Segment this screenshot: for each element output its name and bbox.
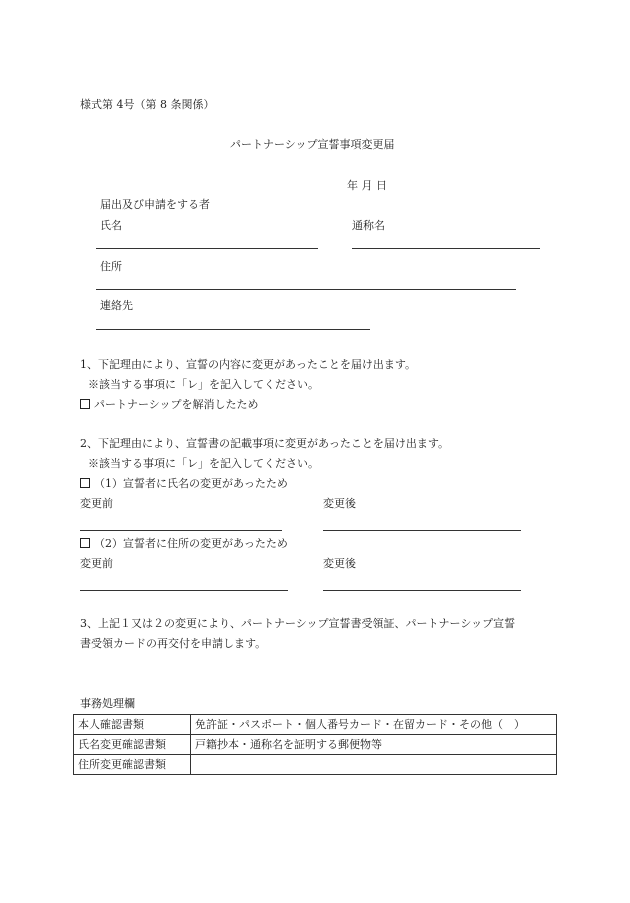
after-label: 変更後 — [323, 557, 356, 570]
form-number: 様式第 4号（第 8 条関係） — [80, 98, 215, 111]
address-after-field[interactable] — [323, 590, 521, 591]
section2-option2[interactable] — [80, 538, 288, 549]
alias-field[interactable] — [352, 248, 540, 249]
option-label: （2）宣誓者に住所の変更があったため — [94, 537, 288, 550]
alias-label: 通称名 — [352, 219, 385, 232]
section1-note: ※該当する事項に「レ」を記入してください。 — [88, 378, 319, 391]
office-table — [73, 714, 557, 775]
applicant-heading: 届出及び申請をする者 — [100, 198, 210, 211]
section2-note: ※該当する事項に「レ」を記入してください。 — [88, 457, 319, 470]
table-row — [74, 755, 557, 775]
table-cell-value: 免許証・パスポート・個人番号カード・在留カード・その他（ ） — [191, 715, 557, 735]
table-row — [74, 735, 557, 755]
checkbox[interactable] — [80, 538, 90, 548]
contact-label: 連絡先 — [100, 299, 133, 312]
date-line: 年 月 日 — [347, 179, 387, 192]
address-before-field[interactable] — [80, 590, 288, 591]
before-label: 変更前 — [80, 497, 113, 510]
contact-field[interactable] — [96, 329, 370, 330]
section2-text: 2、下記理由により、宣誓書の記載事項に変更があったことを届け出ます。 — [80, 437, 450, 450]
checkbox[interactable] — [80, 399, 90, 409]
address-label: 住所 — [100, 260, 122, 273]
table-cell-label: 本人確認書類 — [74, 715, 191, 735]
address-field[interactable] — [96, 289, 516, 290]
name-after-field[interactable] — [323, 530, 521, 531]
option-label: パートナーシップを解消したため — [94, 398, 259, 411]
table-cell-value[interactable] — [191, 755, 557, 775]
option-label: （1）宣誓者に氏名の変更があったため — [94, 477, 288, 490]
section1-text: 1、下記理由により、宣誓の内容に変更があったことを届け出ます。 — [80, 358, 417, 371]
table-row — [74, 715, 557, 735]
table-cell-value: 戸籍抄本・通称名を証明する郵便物等 — [191, 735, 557, 755]
table-cell-label: 住所変更確認書類 — [74, 755, 191, 775]
before-label: 変更前 — [80, 557, 113, 570]
checkbox[interactable] — [80, 478, 90, 488]
name-before-field[interactable] — [80, 530, 282, 531]
name-label: 氏名 — [100, 219, 122, 232]
section1-option[interactable] — [80, 399, 259, 410]
table-cell-label: 氏名変更確認書類 — [74, 735, 191, 755]
page-title: パートナーシップ宣誓事項変更届 — [230, 138, 395, 151]
section2-option1[interactable] — [80, 478, 288, 489]
after-label: 変更後 — [323, 497, 356, 510]
section3-line1: 3、上記１又は２の変更により、パートナーシップ宣誓書受領証、パートナーシップ宣誓 — [80, 617, 516, 630]
office-heading: 事務処理欄 — [80, 697, 135, 710]
name-field[interactable] — [96, 248, 318, 249]
section3-line2: 書受領カードの再交付を申請します。 — [80, 637, 267, 650]
